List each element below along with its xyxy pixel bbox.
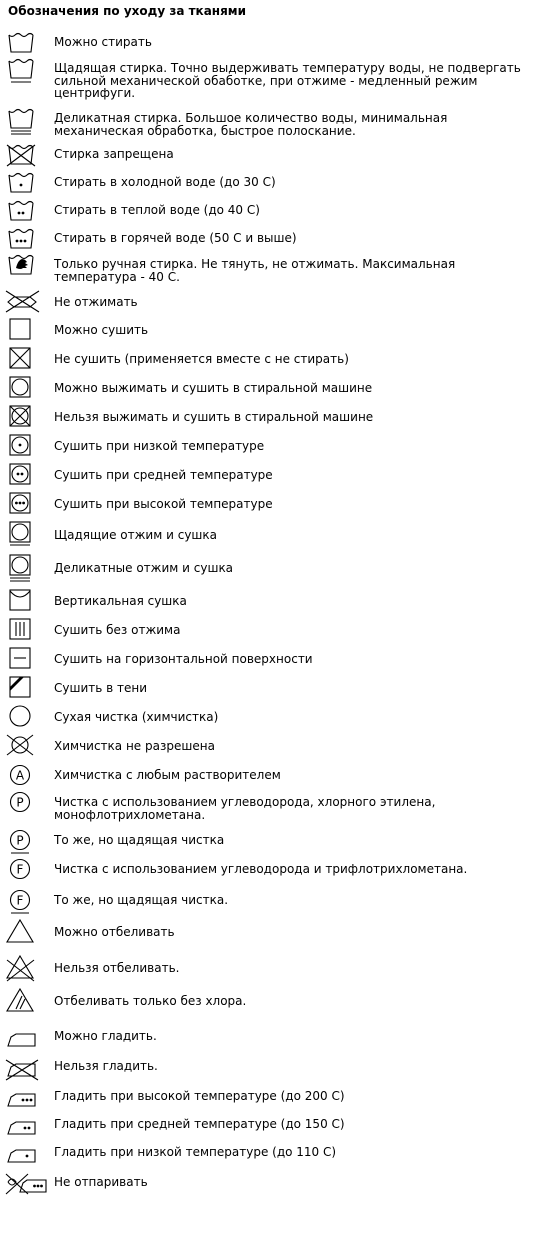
symbol-description: Щадящие отжим и сушка (54, 528, 217, 542)
delicate-tumble-dry-icon (6, 554, 42, 586)
symbol-description: Можно стирать (54, 35, 152, 49)
symbol-description: Сушить без отжима (54, 623, 181, 637)
page-title: Обозначения по уходу за тканями (8, 4, 247, 18)
bleach-triangle-icon (6, 918, 42, 950)
symbol-description: Химчистка не разрешена (54, 739, 215, 753)
tumble-dry-icon (6, 374, 42, 406)
gentle-tumble-dry-icon (6, 521, 42, 553)
tumble-dry-low-icon (6, 432, 42, 464)
symbol-description: Можно отбеливать (54, 925, 175, 939)
tumble-dry-medium-icon (6, 461, 42, 493)
no-tumble-dry-icon (6, 403, 42, 435)
no-dry-icon (6, 345, 42, 377)
symbol-description: Не сушить (применяется вместе с не стирать) (54, 352, 349, 366)
symbol-description: Сушить при высокой температуре (54, 497, 273, 511)
symbol-description: Можно выжимать и сушить в стиральной машине (54, 381, 373, 395)
dry-clean-f-icon (6, 855, 42, 887)
dry-clean-p-icon (6, 788, 42, 820)
drip-dry-icon (6, 616, 42, 648)
hand-wash-icon (6, 250, 42, 282)
dry-clean-p-gentle-icon (6, 826, 42, 858)
symbol-description: Сушить при средней температуре (54, 468, 273, 482)
symbol-description: Щадящая стирка. Точно выдерживать температуру воды, не подвергать сильной механической обаботке, при отжиме - медленный режим центрифуги. (54, 61, 521, 100)
line-dry-icon (6, 587, 42, 619)
svg-text:P: P (16, 833, 24, 848)
symbol-description: Сухая чистка (химчистка) (54, 710, 219, 724)
svg-text:A: A (15, 768, 25, 783)
symbol-description: Стирка запрещена (54, 147, 174, 161)
symbol-description: То же, но щадящая чистка (54, 833, 225, 847)
dry-square-icon (6, 316, 42, 348)
no-dry-clean-icon (6, 732, 42, 764)
no-bleach-icon (6, 954, 42, 986)
delicate-wash-tub-icon (6, 104, 42, 136)
symbol-description: Деликатная стирка. Большое количество воды, минимальная механическая обработка, быстрое полоскание. (54, 111, 448, 138)
symbol-description: Стирать в горячей воде (50 С и выше) (54, 231, 297, 245)
svg-text:F: F (16, 893, 24, 908)
non-chlorine-bleach-icon (6, 987, 42, 1019)
symbol-description: Чистка с использованием углеводорода и трифлотрихлометана. (54, 862, 468, 876)
svg-text:F: F (16, 862, 24, 877)
dry-flat-icon (6, 645, 42, 677)
symbol-description: Гладить при высокой температуре (до 200 С) (54, 1089, 345, 1103)
symbol-description: Можно сушить (54, 323, 149, 337)
symbol-description: Вертикальная сушка (54, 594, 187, 608)
svg-text:P: P (16, 795, 24, 810)
symbol-description: Чистка с использованием углеводорода, хлорного этилена, монофлотрихлометана. (54, 795, 436, 822)
symbol-description: Можно гладить. (54, 1029, 157, 1043)
dry-clean-f-gentle-icon (6, 886, 42, 918)
symbol-description: Гладить при низкой температуре (до 110 С) (54, 1145, 337, 1159)
symbol-description: Сушить в тени (54, 681, 148, 695)
symbol-description: Стирать в теплой воде (до 40 С) (54, 203, 260, 217)
tumble-dry-high-icon (6, 490, 42, 522)
symbol-description: Не отпаривать (54, 1175, 148, 1189)
symbol-description: Сушить на горизонтальной поверхности (54, 652, 313, 666)
gentle-wash-tub-icon (6, 54, 42, 86)
symbol-description: Отбеливать только без хлора. (54, 994, 247, 1008)
symbol-description: То же, но щадящая чистка. (54, 893, 229, 907)
symbol-description: Химчистка с любым растворителем (54, 768, 281, 782)
symbol-description: Нельзя гладить. (54, 1059, 158, 1073)
symbol-description: Стирать в холодной воде (до 30 С) (54, 175, 276, 189)
symbol-description: Деликатные отжим и сушка (54, 561, 234, 575)
symbol-description: Гладить при средней температуре (до 150 С) (54, 1117, 345, 1131)
symbol-description: Нельзя выжимать и сушить в стиральной машине (54, 410, 374, 424)
symbol-description: Сушить при низкой температуре (54, 439, 265, 453)
symbol-description: Нельзя отбеливать. (54, 961, 180, 975)
symbol-description: Не отжимать (54, 295, 138, 309)
symbol-description: Только ручная стирка. Не тянуть, не отжимать. Максимальная температура - 40 С. (54, 257, 456, 284)
dry-in-shade-icon (6, 674, 42, 706)
no-iron-icon (6, 1052, 42, 1084)
iron-low-icon (6, 1138, 42, 1170)
no-steam-icon (6, 1168, 42, 1200)
iron-icon (6, 1022, 42, 1054)
dry-clean-icon (6, 703, 42, 735)
